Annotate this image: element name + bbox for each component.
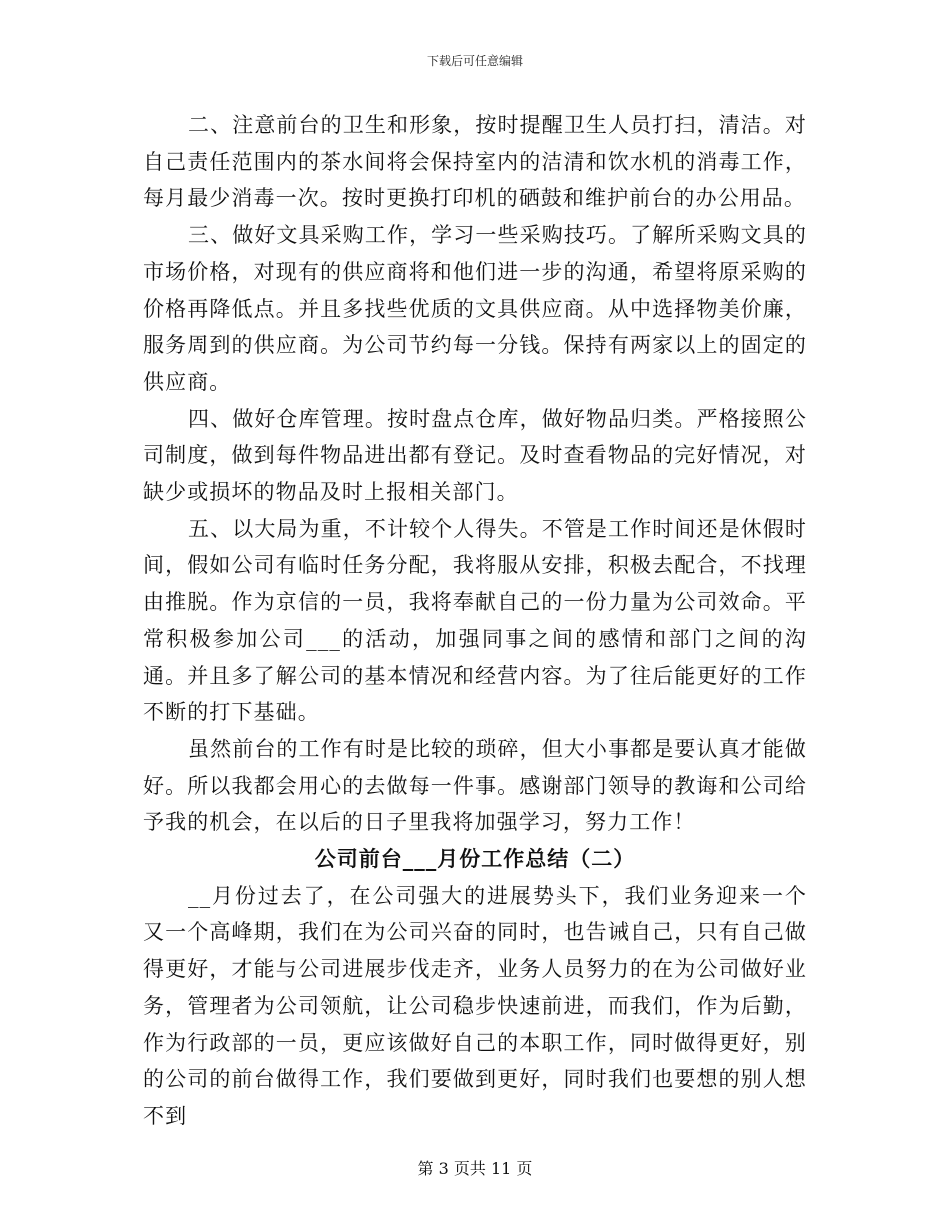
- paragraph-closing: 虽然前台的工作有时是比较的琐碎，但大小事都是要认真才能做好。所以我都会用心的去做每一件事。感谢部门领导的教诲和公司给予我的机会，在以后的日子里我将加强学习，努力工作！: [143, 736, 807, 835]
- paragraph-section-3: 三、做好文具采购工作，学习一些采购技巧。了解所采购文具的市场价格，对现有的供应商将和他们进一步的沟通，希望将原采购的价格再降低点。并且多找些优质的文具供应商。从中选择物美价廉，服务周到的供应商。为公司节约每一分钱。保持有两家以上的固定的供应商。: [143, 223, 807, 394]
- page-footer: 第 3 页共 11 页: [417, 1159, 533, 1178]
- document-body: [143, 107, 807, 1135]
- paragraph-section-2: 二、注意前台的卫生和形象，按时提醒卫生人员打扫，清洁。对自己责任范围内的茶水间将会保持室内的洁清和饮水机的消毒工作，每月最少消毒一次。按时更换打印机的硒鼓和维护前台的办公用品。: [143, 113, 807, 211]
- paragraph-section-5: 五、以大局为重，不计较个人得失。不管是工作时间还是休假时间，假如公司有临时任务分配，我将服从安排，积极去配合，不找理由推脱。作为京信的一员，我将奉献自己的一份力量为公司效命。平常积极参加公司___的活动，加强同事之间的感情和部门之间的沟通。并且多了解公司的基本情况和经营内容。为了往后能更好的工作不断的打下基础。: [143, 516, 807, 725]
- section-title: 公司前台___月份工作总结（二）: [314, 846, 636, 872]
- paragraph-summary-intro: __月份过去了，在公司强大的进展势头下，我们业务迎来一个又一个高峰期，我们在为公司兴奋的同时，也告诫自己，只有自己做得更好，才能与公司进展步伐走齐，业务人员努力的在为公司做好业务，管理者为公司领航，让公司稳步快速前进，而我们，作为后勤，作为行政部的一员，更应该做好自己的本职工作，同时做得更好，别的公司的前台做得工作，我们要做到更好，同时我们也要想的别人想不到: [143, 883, 807, 1128]
- paragraph-section-4: 四、做好仓库管理。按时盘点仓库，做好物品归类。严格接照公司制度，做到每件物品进出都有登记。及时查看物品的完好情况，对缺少或损坏的物品及时上报相关部门。: [143, 406, 807, 505]
- page-header: 下载后可任意编辑: [426, 54, 523, 68]
